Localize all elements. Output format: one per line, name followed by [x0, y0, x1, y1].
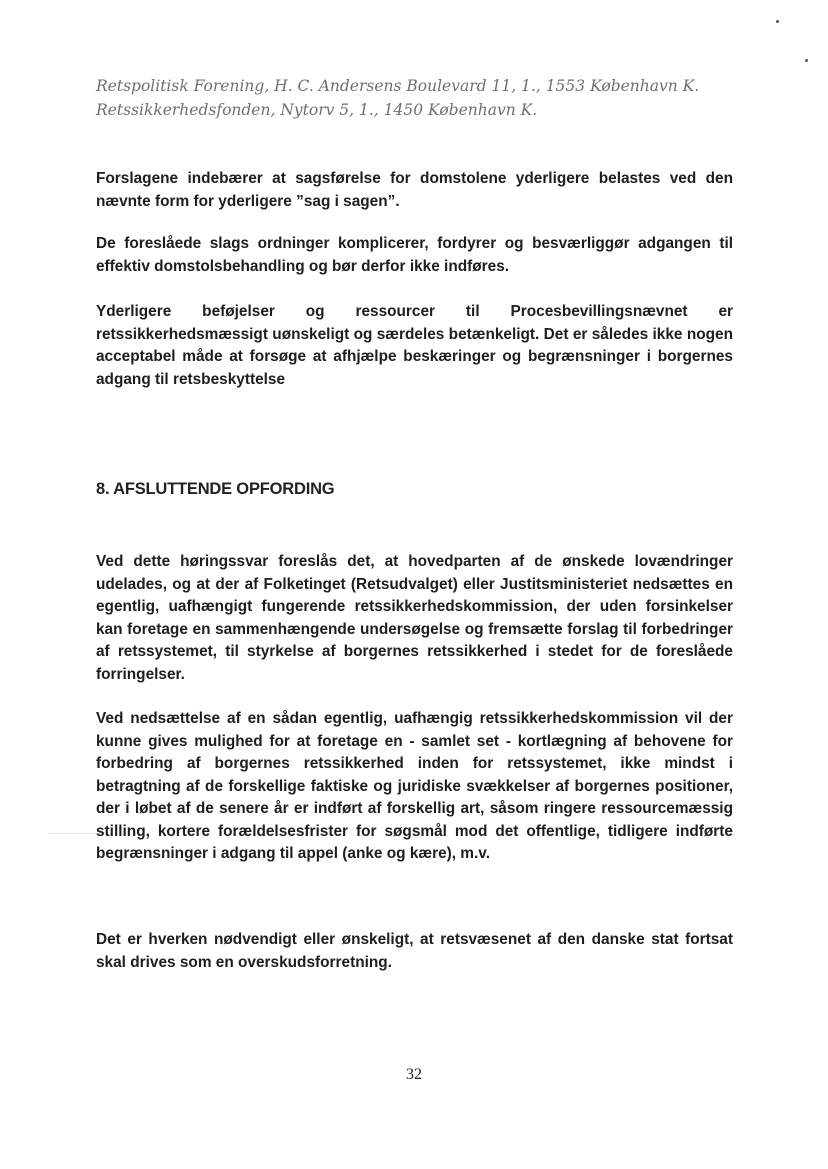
scan-speck-top	[776, 20, 779, 23]
paragraph-6: Det er hverken nødvendigt eller ønskeligt, at retsvæsenet af den danske stat fortsat skal drives som en overskudsforretning.	[96, 931, 733, 971]
scan-speck-side	[805, 59, 808, 62]
paragraph-1: Forslagene indebærer at sagsførelse for domstolene yderligere belastes ved den nævnte form for yderligere ”sag i sagen”.	[96, 170, 733, 210]
paragraph-3: Yderligere beføjelser og ressourcer til Procesbevillingsnævnet er retssikkerhedsmæssigt uønskeligt og særdeles betænkeligt. Det er således ikke nogen acceptabel måde at forsøge at afhjælpe beskæringer og begrænsninger i borgernes adgang til retsbeskyttelse	[96, 303, 733, 388]
page-number: 32	[406, 1066, 422, 1083]
letterhead-line-2: Retssikkerhedsfonden, Nytorv 5, 1., 1450 København K.	[96, 101, 538, 119]
letterhead-line-1: Retspolitisk Forening, H. C. Andersens Boulevard 11, 1., 1553 København K.	[96, 77, 700, 95]
paragraph-4: Ved dette høringssvar foreslås det, at hovedparten af de ønskede lovændringer udelades, og at der af Folketinget (Retsudvalget) eller Justitsministeriet nedsættes en egentlig, uafhængigt fungerende retssikkerhedskommission, der uden forsinkelser kan foretage en sammenhængende undersøgelse og fremsætte forslag til forbedringer af retssystemet, til styrkelse af borgernes retssikkerhed i stedet for de foreslåede forringelser.	[96, 553, 733, 683]
letterhead	[96, 74, 756, 122]
scan-artifact-line	[48, 833, 100, 834]
section-heading: 8. AFSLUTTENDE OPFORDING	[96, 480, 335, 498]
paragraph-5: Ved nedsættelse af en sådan egentlig, uafhængig retssikkerhedskommission vil der kunne gives mulighed for at foretage en - samlet set - kortlægning af behovene for forbedring af borgernes retssikkerhed inden for retssystemet, ikke mindst i betragtning af de forskellige faktiske og juridiske svækkelser af borgernes positioner, der i løbet af de senere år er indført af forskellig art, såsom ringere ressourcemæssig stilling, kortere forældelsesfrister for søgsmål mod det offentlige, tidligere indførte begrænsninger i adgang til appel (anke og kære), m.v.	[96, 710, 733, 862]
paragraph-2: De foreslåede slags ordninger komplicerer, fordyrer og besværliggør adgangen til effektiv domstolsbehandling og bør derfor ikke indføres.	[96, 235, 733, 275]
